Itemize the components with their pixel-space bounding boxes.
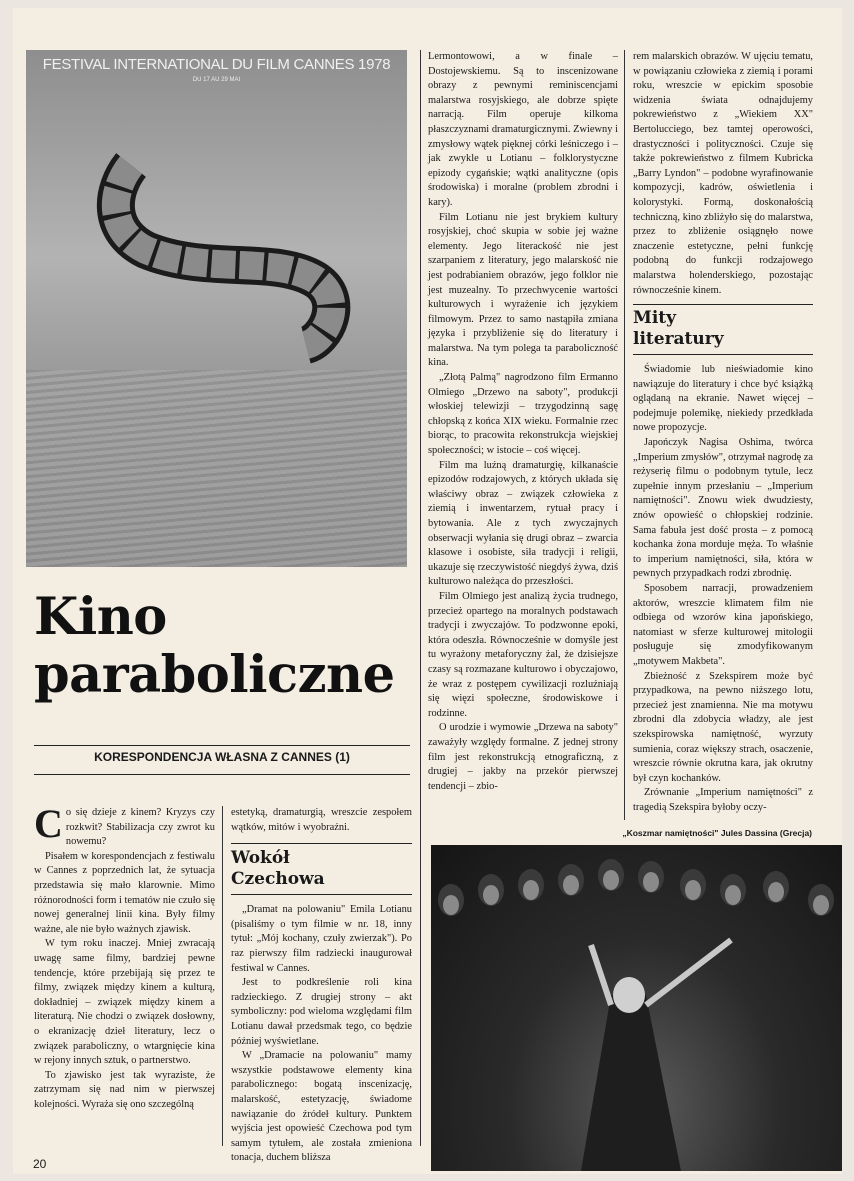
festival-poster-image: [26, 50, 407, 567]
subhead-rule: [633, 304, 813, 305]
paragraph: Sposobem narracji, prowadzeniem aktorów, wreszcie klimatem film nie odbiega od wzorów kina japońskiego, natomiast w sferze kulturowej mitologii posługuje się zmodyfikowanym „motywem Makbeta".: [633, 583, 813, 667]
photo-caption: „Koszmar namiętności" Jules Dassina (Grecja): [622, 828, 812, 838]
drop-cap: C: [34, 801, 63, 846]
subhead-line: literatury: [633, 329, 724, 350]
subhead-line: Mity: [633, 308, 677, 329]
divider-top: [34, 745, 410, 746]
column-4: [633, 50, 813, 816]
intro-text: o się dzieje z kinem? Kryzys czy rozkwit? Stabilizacja czy zwrot ku nowemu?: [65, 807, 215, 848]
paragraph: Pisałem w korespondencjach z festiwalu w Cannes z poprzednich lat, że sytuacja przedstawia się mało klarownie. Mimo różnorodności form i tematów nie czuło się nowej generalnej linii kina. Były filmy ważne, ale nie było ważnych zjawisk.: [34, 850, 215, 935]
paragraph: Lermontowowi, a w finale – Dostojewskiemu. Są to inscenizowane obrazy z pewnymi reminiscencjami malarstwa rosyjskiego, ale dobrze spięte narracją. Film operuje kilkoma płaszczyznami dramaturgicznymi. Zwiewny i zmysłowy wątek pięknej córki leśniczego i – jak zwykle u Lotianu – folklorystyczne epizody cygańskie; wątki analityczne (opis środowiska) i moralne (problem zbrodni i kary).: [428, 51, 618, 208]
paragraph: Zrównanie „Imperium namiętności" z tragedią Szekspira byłoby oczy-: [633, 787, 813, 813]
paragraph: Film Olmiego jest analizą życia trudnego, przecież opartego na moralnych podstawach tradycji i zwyczajów. To podzwonne epoki, która odeszła. Równocześnie w domyśle jest tu wyrażony metaforyczny żal, że dzisiejsze czasy są rozmazane kulturowo i obyczajowo, że wraz z postępem cywilizacji rozluźniają się więzi społeczne, środowiskowe i rodzinne.: [428, 590, 618, 719]
paragraph: „Złotą Palmą" nagrodzono film Ermanno Olmiego „Drzewo na saboty", produkcji włoskiej telewizji – trzygodzinną sagę chłopską z końca XIX wieku. Formalnie rzec biorąc, to pracowita rekonstrukcja wiejskiej społeczności; w istocie – coś więcej.: [428, 372, 618, 457]
column-2: [231, 806, 412, 1166]
headline-line-2: paraboliczne: [34, 645, 395, 705]
paragraph: O urodzie i wymowie „Drzewa na saboty" zaważyły względy formalne. Z jednej strony film jest rekonstrukcją etnograficzną, z drugiej – jakby na przekór pierwszej tendencji – zbio-: [428, 722, 618, 792]
column-3: [428, 50, 618, 794]
paragraph: Świadomie lub nieświadomie kino nawiązuje do literatury i chce być książką oglądaną na ekranie. Nawet więcej – podejmuje polemikę, niekiedy przedkłada nowe propozycje.: [633, 364, 813, 434]
subhead-mity-literatury: [633, 308, 813, 350]
subhead-line: Czechowa: [231, 869, 325, 890]
paragraph: rem malarskich obrazów. W ujęciu tematu, w powiązaniu człowieka z ziemią i porami roku, wreszcie w epickim sposobie widzenia świata odnajdujemy pokrewieństwo z „Wiekiem XX" Bertolucciego, bez tamtej operowości, drastyczności i polityczności. Czuje się także pokrewieństwo z filmem Kubricka „Barry Lyndon" – podobne wyrafinowanie kompozycji, kadrów, oświetlenia i kolorystyki. Formą, doskonałością techniczną, kino zbliżyło się do malarstwa, przez to zbliżenie osiągnęło nowe znaczenie estetyczne, pełni funkcję podobną do funkcji rodzajowego malarstwa holenderskiego, pozostając równocześnie kinem.: [633, 51, 813, 296]
poster-title: FESTIVAL INTERNATIONAL DU FILM CANNES 1978: [42, 56, 391, 73]
subhead-rule: [633, 354, 813, 355]
film-strip-illustration: [26, 50, 407, 567]
paragraph: Film ma luźną dramaturgię, kilkanaście epizodów rodzajowych, z których układa się właściwy obraz – związek człowieka z ziemią i inwentarzem, rytuał pracy i bytowania. Ale z tych zwyczajnych obserwacji wyłania się drugi obraz – zwarcia klasowe i osobiste, siła tradycji i religii, ukazuje się rzeczywistość niegdyś żywa, dziś kulturowo należąca do przeszłości.: [428, 459, 618, 588]
poster-dates: DU 17 AU 29 MAI: [192, 77, 241, 83]
paragraph: estetyką, dramaturgią, wreszcie zespołem wątków, mitów i wyobraźni.: [231, 807, 412, 833]
paragraph: „Dramat na polowaniu" Emila Lotianu (pisaliśmy o tym filmie w nr. 18, inny tytuł: „Mój kochany, czuły zwierzak"). Po raz pierwszy film radziecki inaugurował festiwal w Cannes.: [231, 904, 412, 974]
paragraph: Jest to podkreślenie roli kina radzieckiego. Z drugiej strony – akt symboliczny: pod wieloma względami film Lotianu dawał przedsmak tego, co będzie później wyświetlane.: [231, 977, 412, 1047]
paragraph: To zjawisko jest tak wyraziste, że zatrzymam się nad nim w pierwszej kolejności. Wyraża się ono szczególną: [34, 1069, 215, 1110]
paragraph: W „Dramacie na polowaniu" mamy wszystkie podstawowe elementy kina parabolicznego: bogatą inscenizację, malarskość, estetyzację, świadome nawiązanie do źródeł kultury. Punktem wyjścia jest opowieść Czechowa pod tym samym tytułem, ale została zmieniona tonacja, duchem bliższa: [231, 1050, 412, 1164]
correspondence-line: KORESPONDENCJA WŁASNA Z CANNES (1): [94, 750, 350, 764]
paragraph: W tym roku inaczej. Mniej zwracają uwagę same filmy, bardziej pewne tendencje, które przebijają się przez te filmy, związek między kinem a kulturą, dokładniej – związek między kinem a literaturą. Nie chodzi o związek dosłowny, o ekranizację dzieł literatury, lecz o związek paraboliczny, o wtargnięcie kina w rejony innych sztuk, o partnerstwo.: [34, 938, 215, 1067]
intro-paragraph: [34, 801, 215, 850]
column-rule: [624, 50, 625, 820]
paragraph: Japończyk Nagisa Oshima, twórca „Imperium zmysłów", otrzymał nagrodę za reżyserię filmu o podobnym tytule, lecz zupełnie innym przesłaniu – „Imperium namiętności". Znowu wiek dwudziesty, znów opowieść o chłopskiej rodzinie. Sama fabuła jest dość prosta – z pomocą kochanka żona morduje męża. To właśnie to imperium namiętności, siła, która w pewnych przypadkach rodzi zbrodnię.: [633, 437, 813, 580]
chorus-figures-illustration: [431, 845, 842, 1171]
subhead-rule: [231, 843, 412, 844]
subhead-czechowa: [231, 848, 412, 890]
page-number: 20: [33, 1157, 47, 1171]
subhead-rule: [231, 894, 412, 895]
headline-line-1: Kino: [34, 587, 167, 647]
column-1: [34, 801, 215, 1112]
column-rule: [222, 806, 223, 1146]
divider-bottom: [34, 774, 410, 775]
film-still-photo: [431, 845, 842, 1171]
article-headline: [34, 588, 395, 704]
subhead-line: Wokół: [231, 848, 290, 869]
paragraph: Film Lotianu nie jest brykiem kultury rosyjskiej, choć skupia w sobie jej ważne elementy. Jego literackość nie jest szarpaniem z literatury, jego malarskość nie jest podrabianiem obrazów, jego folklor nie jest muzealny. To przechwycenie wartości kulturowych i wyrażenie ich językiem filmowym. Przez to samo nastąpiła zmiana języka i przybliżenie się do literatury i malarstwa. Na tym polega ta paraboliczność kina.: [428, 211, 618, 369]
column-rule: [420, 50, 421, 1146]
paragraph: Zbieżność z Szekspirem może być przypadkowa, na pewno niższego lotu, przecież jest znamienna. Nie ma motywu zbrodni dla zdobycia władzy, ale jest szekspirowska namiętność, wyrzuty sumienia, coraz większy strach, osaczenie, wreszcie równie okrutna kara, jak okrutny był czyn kochanków.: [633, 670, 813, 784]
